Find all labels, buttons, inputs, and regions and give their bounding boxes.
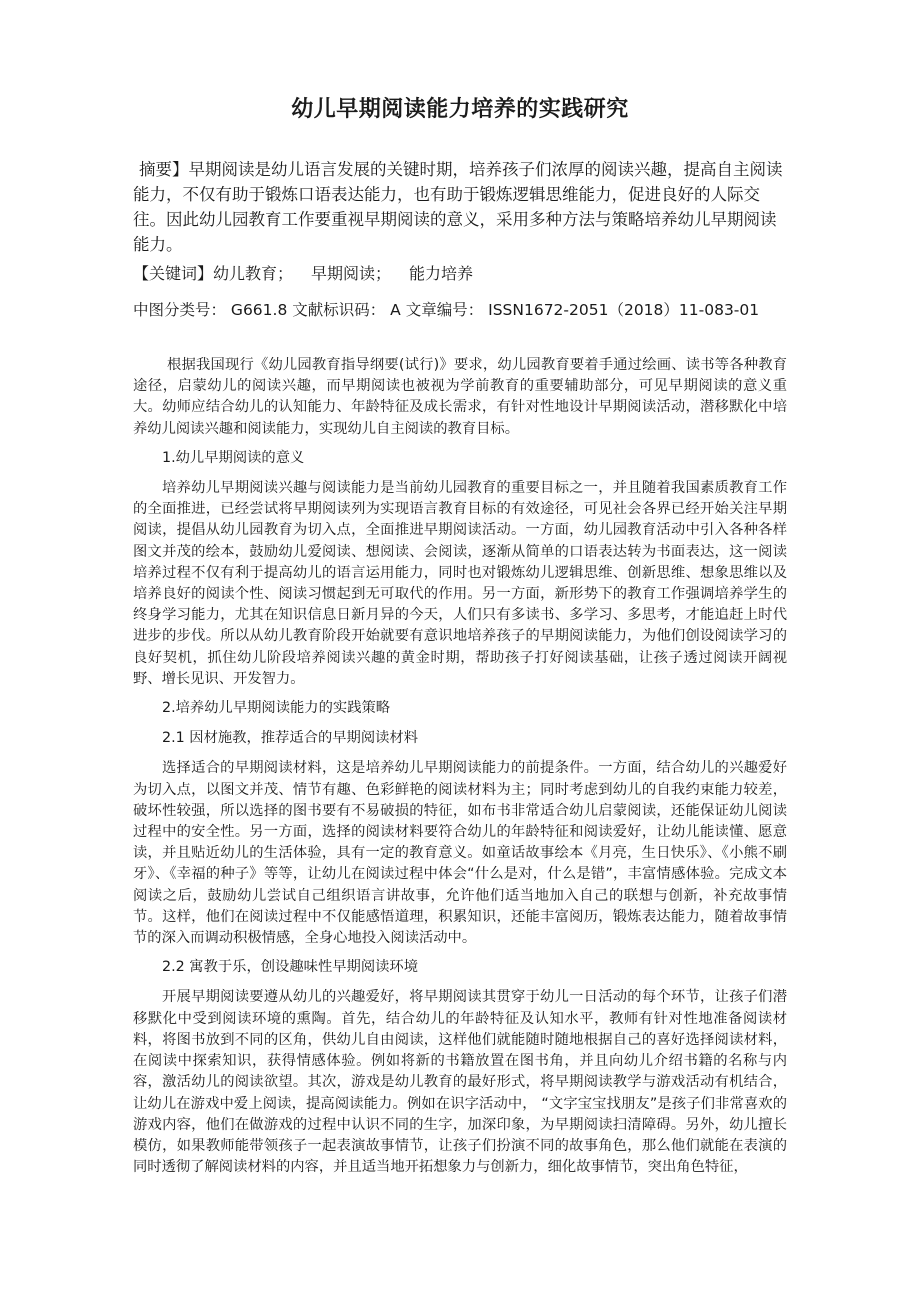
keyword-item: 早期阅读； [311,264,392,283]
keywords-label: 【关键词】 [133,264,214,283]
intro-paragraph: 根据我国现行《幼儿园教育指导纲要(试行)》要求，幼儿园教育要着手通过绘画、读书等各种教育途径，启蒙幼儿的阅读兴趣，而早期阅读也被视为学前教育的重要辅助部分，可见早期阅读的意义重大。幼师应结合幼儿的认知能力、年龄特征及成长需求，有针对性地设计早期阅读活动，潜移默化中培养幼儿阅读兴趣和阅读能力，实现幼儿自主阅读的教育目标。 [133,357,787,437]
subsection-heading: 2.2 寓教于乐，创设趣味性早期阅读环境 [162,959,419,976]
section-heading: 1.幼儿早期阅读的意义 [162,449,305,466]
section-paragraph: 选择适合的早期阅读材料，这是培养幼儿早期阅读能力的前提条件。一方面，结合幼儿的兴趣爱好为切入点，以图文并茂、情节有趣、色彩鲜艳的阅读材料为主；同时考虑到幼儿的自我约束能力较差，破坏性较强，所以选择的图书要有不易破损的特征，如布书非常适合幼儿启蒙阅读，还能保证幼儿阅读过程中的安全性。另一方面，选择的阅读材料要符合幼儿的年龄特征和阅读爱好，让幼儿能读懂、愿意读，并且贴近幼儿的生活体验，具有一定的教育意义。如童话故事绘本《月亮，生日快乐》、《小熊不刷牙》、《幸福的种子》等等，让幼儿在阅读过程中体会“什么是对，什么是错”，丰富情感体验。完成文本阅读之后，鼓励幼儿尝试自己组织语言讲故事，允许他们适当地加入自己的联想与创新，补充故事情节。这样，他们在阅读过程中不仅能感悟道理，积累知识，还能丰富阅历，锻炼表达能力，随着故事情节的深入而调动积极情感，全身心地投入阅读活动中。 [133,760,787,947]
abstract: 摘要】早期阅读是幼儿语言发展的关键时期，培养孩子们浓厚的阅读兴趣，提高自主阅读能力，不仅有助于锻炼口语表达能力，也有助于锻炼逻辑思维能力，促进良好的人际交往。因此幼儿园教育工作要重视早期阅读的意义，采用多种方法与策略培养幼儿早期阅读能力。 [133,160,783,254]
section-paragraph: 培养幼儿早期阅读兴趣与阅读能力是当前幼儿园教育的重要目标之一，并且随着我国素质教育工作的全面推进，已经尝试将早期阅读列为实现语言教育目标的有效途径，可见社会各界已经开始关注早期阅读，提倡从幼儿园教育为切入点，全面推进早期阅读活动。一方面，幼儿园教育活动中引入各种各样图文并茂的绘本，鼓励幼儿爱阅读、想阅读、会阅读，逐渐从简单的口语表达转为书面表达，这一阅读培养过程不仅有利于提高幼儿的语言运用能力，同时也对锻炼幼儿逻辑思维、创新思维、想象思维以及培养良好的阅读个性、阅读习惯起到无可取代的作用。另一方面，新形势下的教育工作强调培养学生的终身学习能力，尤其在知识信息日新月异的今天，人们只有多读书、多学习、多思考，才能追赶上时代进步的步伐。所以从幼儿教育阶段开始就要有意识地培养孩子的早期阅读能力，为他们创设阅读学习的良好契机，抓住幼儿阶段培养阅读兴趣的黄金时期，帮助孩子打好阅读基础，让孩子透过阅读开阔视野、增长见识、开发智力。 [133,480,787,687]
article-body [133,355,787,1178]
classification-line: 中图分类号： G661.8 文献标识码： A 文章编号： ISSN1672-2051（2018）11-083-01 [133,301,760,319]
section-heading: 2.培养幼儿早期阅读能力的实践策略 [162,700,391,717]
keyword-item: 能力培养 [409,264,474,283]
keyword-item: 幼儿教育； [213,264,294,283]
keywords-line [133,262,783,286]
subsection-heading: 2.1 因材施教，推荐适合的早期阅读材料 [162,730,419,747]
section-paragraph: 开展早期阅读要遵从幼儿的兴趣爱好，将早期阅读其贯穿于幼儿一日活动的每个环节，让孩子们潜移默化中受到阅读环境的熏陶。首先，结合幼儿的年龄特征及认知水平，教师有针对性地准备阅读材料，将图书放到不同的区角，供幼儿自由阅读，这样他们就能随时随地根据自己的喜好选择阅读材料，在阅读中探索知识，获得情感体验。例如将新的书籍放置在图书角，并且向幼儿介绍书籍的名称与内容，激活幼儿的阅读欲望。其次，游戏是幼儿教育的最好形式，将早期阅读教学与游戏活动有机结合，让幼儿在游戏中爱上阅读，提高阅读能力。例如在识字活动中， “文字宝宝找朋友”是孩子们非常喜欢的游戏内容，他们在做游戏的过程中认识不同的生字，加深印象，为早期阅读扫清障碍。另外，幼儿擅长模仿，如果教师能带领孩子一起表演故事情节，让孩子们扮演不同的故事角色，那么他们就能在表演的同时透彻了解阅读材料的内容，并且适当地开拓想象力与创新力，细化故事情节，突出角色特征， [133,989,787,1176]
paper-title: 幼儿早期阅读能力培养的实践研究 [291,97,629,122]
